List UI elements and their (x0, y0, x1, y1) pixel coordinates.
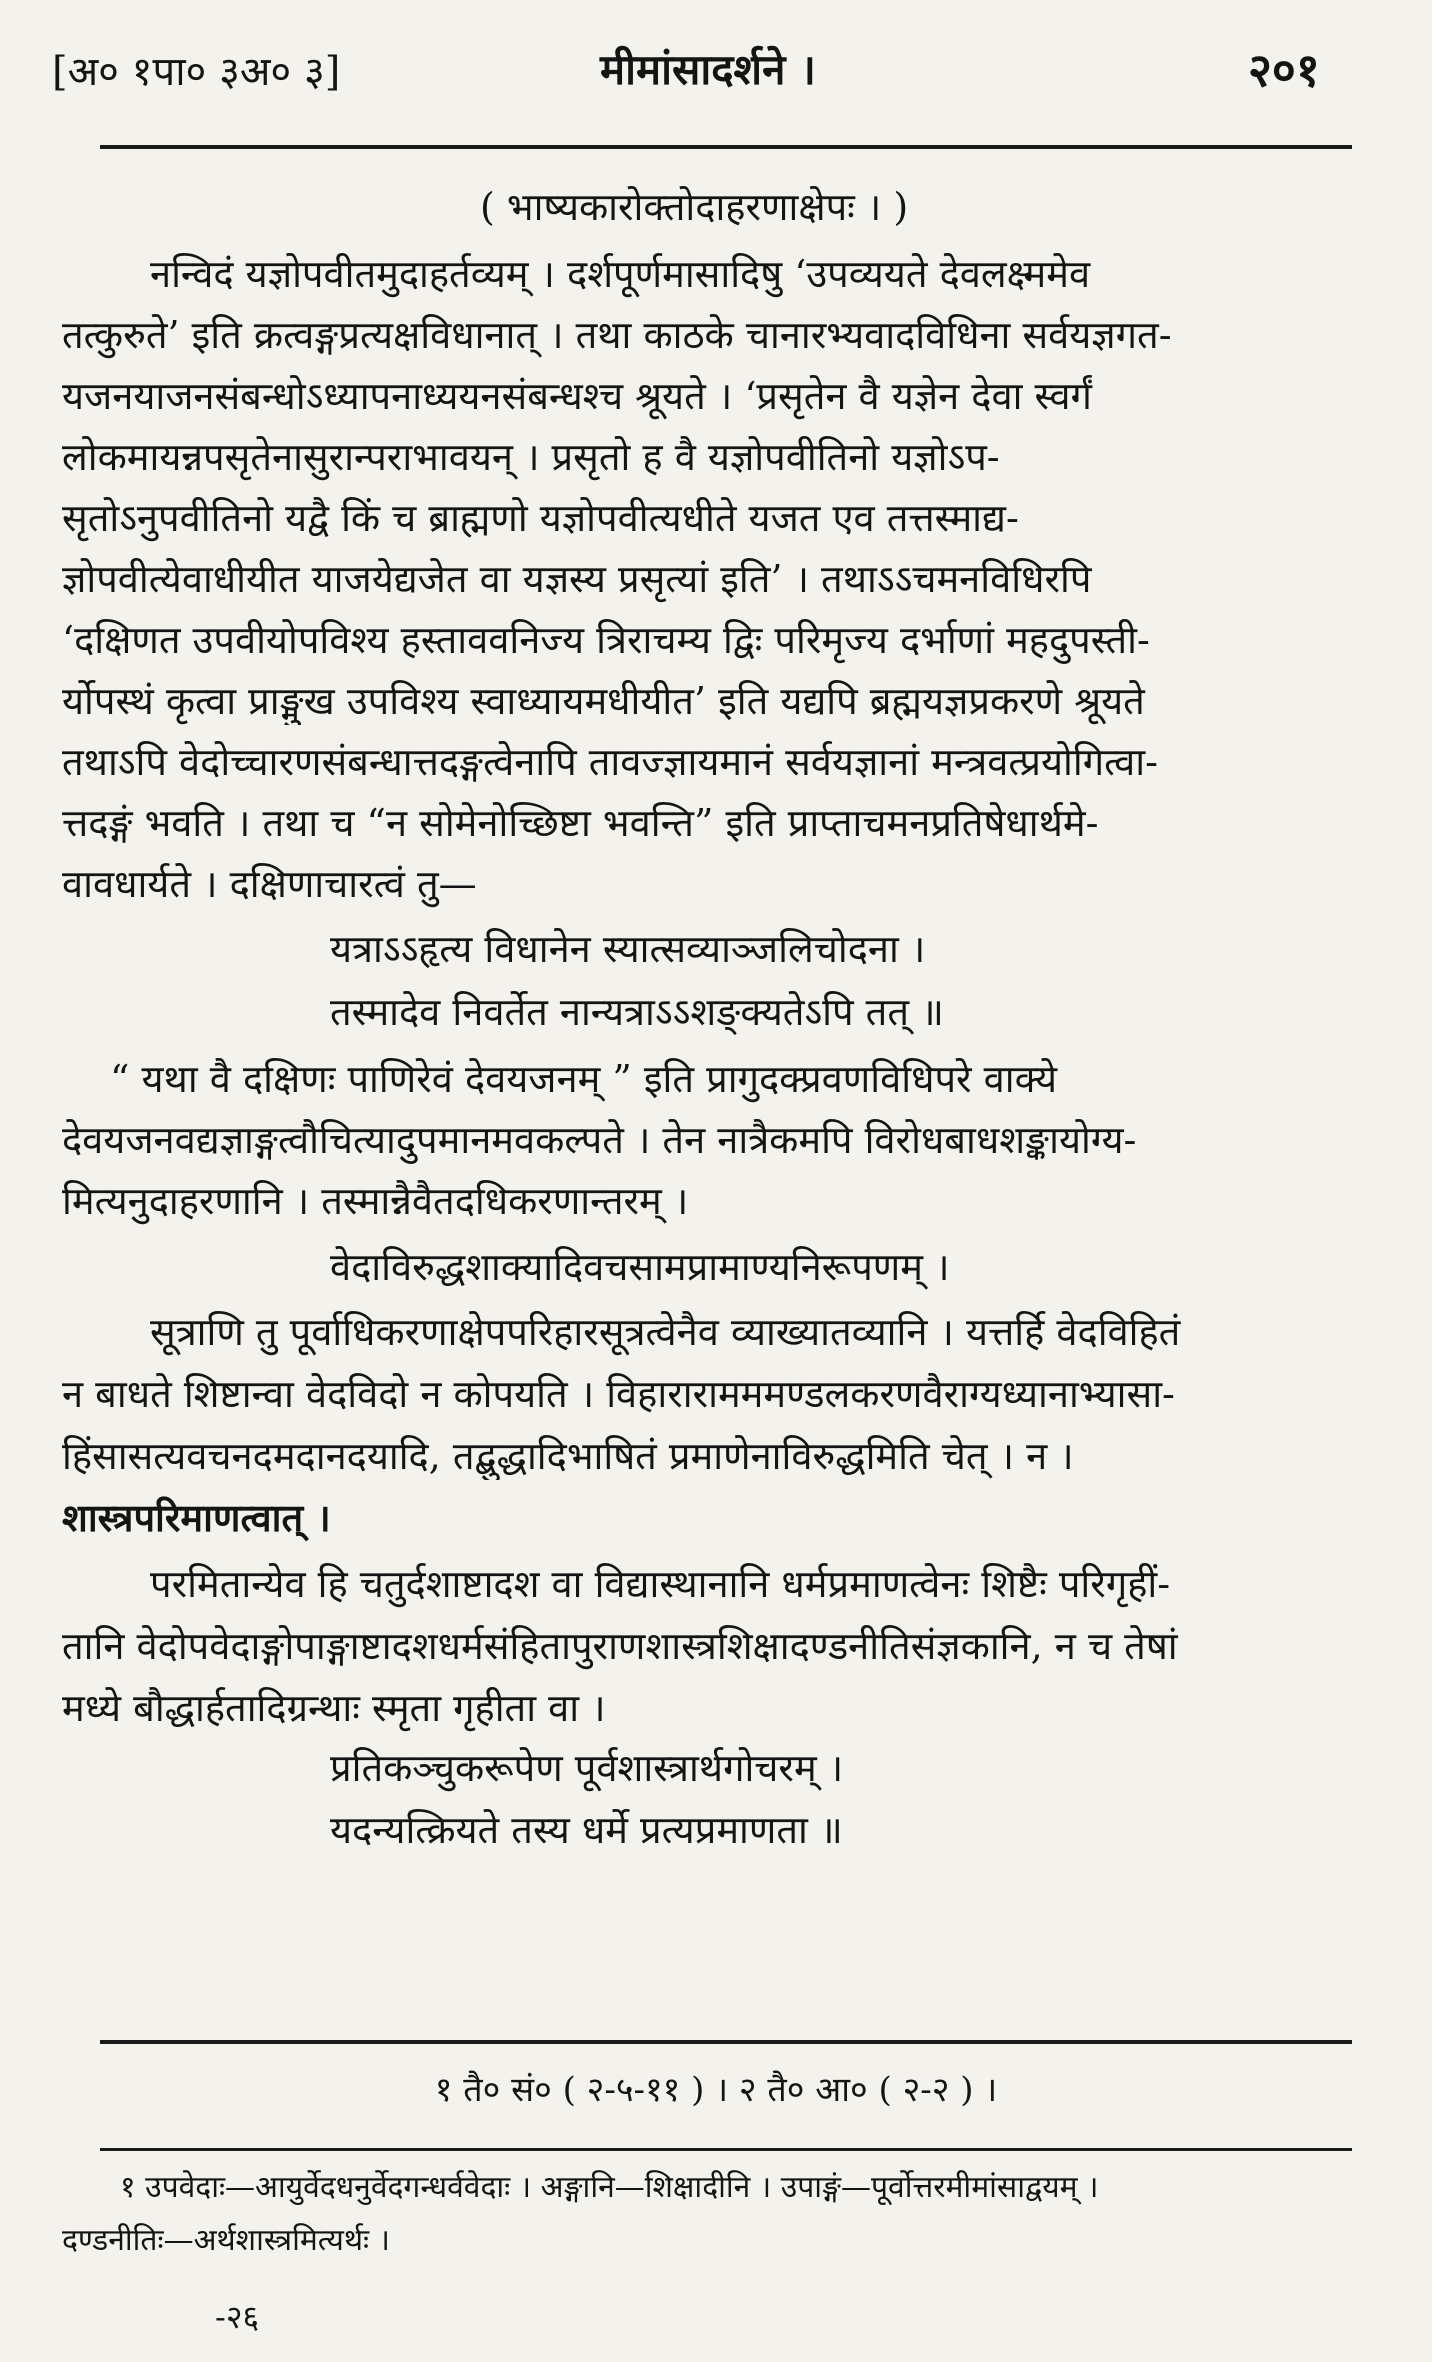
body-line: त्तदङ्गं भवति । तथा च “न सोमेनोच्छिष्टा भवन्ति” इति प्राप्ताचमनप्रतिषेधार्थमे- (62, 801, 1099, 845)
verse-line: यदन्यत्क्रियते तस्य धर्मे प्रत्यप्रमाणता ॥ (330, 1808, 843, 1852)
body-line: न बाधते शिष्टान्वा वेदविदो न कोपयति । विहारारामममण्डलकरणवैराग्यध्यानाभ्यासा- (62, 1372, 1175, 1416)
body-line: परमितान्येव हि चतुर्दशाष्टादश वा विद्यास्थानानि धर्मप्रमाणत्वेनः शिष्टैः परिगृहीं- (150, 1562, 1171, 1606)
page-number: २०१ (1248, 43, 1320, 97)
chapter-reference: [अ० १पा० ३अ० ३] (52, 49, 341, 95)
body-line: “ यथा वै दक्षिणः पाणिरेवं देवयजनम् ” इति प्रागुदक्प्रवणविधिपरे वाक्ये (110, 1057, 1058, 1101)
body-line: सूत्राणि तु पूर्वाधिकरणाक्षेपपरिहारसूत्रत्वेनैव व्याख्यातव्यानि । यत्तर्हि वेदविहितं (150, 1310, 1181, 1354)
footnote-line: दण्डनीतिः—अर्थशास्त्रमित्यर्थः । (62, 2223, 391, 2258)
verse-line: प्रतिकञ्चुकरूपेण पूर्वशास्त्रार्थगोचरम् । (330, 1746, 844, 1790)
body-line: र्योपस्थं कृत्वा प्राङ्मुख उपविश्य स्वाध्यायमधीयीत’ इति यद्यपि ब्रह्मयज्ञप्रकरणे श्रूयते (62, 679, 1145, 723)
body-line: तत्कुरुते’ इति क्रत्वङ्गप्रत्यक्षविधानात् । तथा काठके चानारभ्यवादविधिना सर्वयज्ञगत- (62, 313, 1172, 357)
body-line: ज्ञोपवीत्येवाधीयीत याजयेद्यजेत वा यज्ञस्य प्रसृत्यां इति’ । तथाऽऽचमनविधिरपि (62, 557, 1092, 601)
footnote-rule-top (100, 2040, 1352, 2044)
body-line: मित्यनुदाहरणानि । तस्मान्नैवैतदधिकरणान्तरम् । (62, 1179, 689, 1223)
body-line: देवयजनवद्यज्ञाङ्गत्वौचित्यादुपमानमवकल्पते । तेन नात्रैकमपि विरोधबाधशङ्कायोग्य- (62, 1118, 1137, 1162)
body-line: यजनयाजनसंबन्धोऽध्यापनाध्ययनसंबन्धश्च श्रूयते । ‘प्रसृतेन वै यज्ञेन देवा स्वर्गं (62, 374, 1092, 418)
body-line: लोकमायन्नपसृतेनासुरान्पराभावयन् । प्रसृतो ह वै यज्ञोपवीतिनो यज्ञोऽप- (62, 435, 1000, 479)
header-rule (100, 145, 1352, 149)
body-line: वावधार्यते । दक्षिणाचारत्वं तु— (62, 862, 477, 906)
body-line: तथाऽपि वेदोच्चारणसंबन्धात्तदङ्गत्वेनापि तावज्ज्ञायमानं सर्वयज्ञानां मन्त्रवत्प्रयोगित्वा- (62, 740, 1158, 784)
page-title: मीमांसादर्शने । (600, 45, 816, 94)
sub-heading: वेदाविरुद्धशाक्यादिवचसामप्रामाण्यनिरूपणम् । (330, 1245, 950, 1289)
body-line: नन्विदं यज्ञोपवीतमुदाहर्तव्यम् । दर्शपूर्णमासादिषु ‘उपव्ययते देवलक्ष्ममेव (150, 252, 1091, 296)
footnote-rule-bottom (100, 2148, 1352, 2151)
section-heading: ( भाष्यकारोक्तोदाहरणाक्षेपः । ) (480, 185, 909, 229)
body-line: ‘दक्षिणत उपवीयोपविश्य हस्ताववनिज्य त्रिराचम्य द्विः परिमृज्य दर्भाणां महदुपस्ती- (62, 618, 1150, 662)
body-line: सृतोऽनुपवीतिनो यद्वै किं च ब्राह्मणो यज्ञोपवीत्यधीते यजत एव तत्तस्माद्य- (62, 496, 1019, 540)
body-line: तानि वेदोपवेदाङ्गोपाङ्गाष्टादशधर्मसंहितापुराणशास्त्रशिक्षादण्डनीतिसंज्ञकानि, न च तेषां (62, 1624, 1178, 1668)
body-line: शास्त्रपरिमाणत्वात् । (62, 1495, 331, 1540)
verse-line: तस्मादेव निवर्तेत नान्यत्राऽऽशङ्क्यतेऽपि तत् ॥ (330, 990, 944, 1034)
verse-line: यत्राऽऽहृत्य विधानेन स्यात्सव्याञ्जलिचोदना । (330, 927, 926, 971)
signature-mark: -२६ (215, 2298, 260, 2336)
footnote-references: १ तै० सं० ( २-५-११ ) । २ तै० आ० ( २-२ ) । (434, 2070, 998, 2110)
footnote-line: १ उपवेदाः—आयुर्वेदधनुर्वेदगन्धर्ववेदाः । अङ्गानि—शिक्षादीनि । उपाङ्गं—पूर्वोत्तरमीमांसाद्वयम् । (120, 2170, 1099, 2205)
body-line: हिंसासत्यवचनदमदानदयादि, तद्बुद्धादिभाषितं प्रमाणेनाविरुद्धमिति चेत् । न । (62, 1434, 1074, 1478)
body-line: मध्ये बौद्धार्हतादिग्रन्थाः स्मृता गृहीता वा । (62, 1686, 606, 1730)
